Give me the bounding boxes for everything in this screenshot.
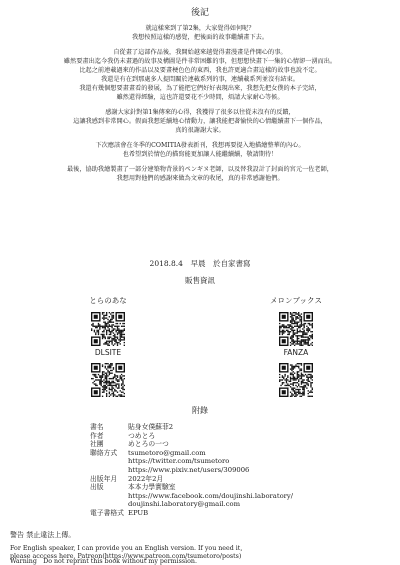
shop-dlsite[interactable]: [68, 348, 148, 397]
afterword-line: 自從畫了這部作品後，我開始越來越覺得畫漫畫是件開心的事。: [113, 49, 287, 56]
sales-title: 販售資訊: [185, 276, 215, 285]
colophon-row: [90, 449, 370, 475]
afterword-line: 雖然要畫出迄今我仍未畫過的故事及構圖是件非常困難的事，但想想快畫下一集的心情卻一湧而出。: [63, 58, 337, 65]
afterword-line: 下次應該會在冬季的COMITIA發表新刊，我想再要提入地描繪整華的內心。: [95, 142, 305, 149]
shop-label: DLSITE: [94, 348, 122, 357]
afterword-paragraph: [0, 141, 400, 159]
afterword-line: 雖然還得經驗，這也許還要花不少時間，煩請大家耐心等候。: [116, 94, 284, 101]
shop-fanza[interactable]: [256, 348, 336, 397]
colophon-line: 貼身女僕蘇菲2: [128, 423, 174, 431]
colophon-key: 電子書格式: [90, 508, 124, 517]
afterword-title: 後記: [190, 8, 209, 18]
afterword-line: 我還是有在到那處多人提問關於連載系列的事，連續載系列並沒有結束。: [101, 76, 299, 83]
colophon-value: [128, 432, 370, 441]
pixiv-link[interactable]: https://www.pixiv.net/users/309006: [128, 465, 250, 474]
afterword-line: 這讓我感到非常開心。假面我想延續地心情動力，讓我能把著愉快的心情繼續畫下一個作品，: [73, 118, 327, 125]
afterword-line: 我想用對他們的感謝來做為文章的收尾，真的非常感謝他們。: [116, 175, 284, 182]
afterword-line: 最後，協助我繪製畫了一部分建築物背景的ペンギヌ老師，以及替我設計了封面的宮元一佐老師，: [67, 166, 333, 173]
afterword-paragraph: [0, 24, 400, 42]
afterword-line: 也希望到於情色的描寫能更加讓人能繼續續，敬請期待！: [122, 151, 278, 158]
colophon-value: [128, 483, 370, 509]
colophon-value: [128, 423, 370, 432]
upload-warning: 警告 禁止違法上傳。: [10, 531, 76, 539]
colophon-row: [90, 440, 370, 449]
shop-label: FANZA: [283, 348, 309, 357]
qr-code-icon[interactable]: [91, 363, 125, 397]
colophon-value: [128, 440, 370, 449]
colophon-key: 書名: [90, 423, 104, 431]
colophon-key: 出版年月: [90, 474, 118, 483]
colophon-row: [90, 423, 370, 432]
afterword-line: 比起之前連載過來的作品以及要畫梗色色的東西，我也許更適合畫這樣的故事也說不定。: [79, 67, 321, 74]
patreon-link[interactable]: please acccess here, Patreon(https://www.patreon.com/tsumetoro/posts): [10, 553, 242, 560]
afterword-paragraph: [0, 108, 400, 135]
qr-code-icon[interactable]: [279, 363, 313, 397]
afterword-paragraph: [0, 48, 400, 102]
colophon-row: [90, 475, 370, 484]
afterword-paragraph: [0, 165, 400, 183]
shop-melonbooks[interactable]: [256, 295, 336, 346]
twitter-link[interactable]: https://twitter.com/tsumetoro: [128, 457, 230, 466]
colophon-value: [128, 509, 370, 518]
colophon-value: [128, 449, 370, 475]
colophon-row: [90, 483, 370, 509]
afterword-line: 就這樣來到了第2集，大家覺得如何呢？: [145, 25, 255, 32]
afterword-line: 感謝大家針對第1集傳來的心得，我獲得了很多以往從未沒有的反饋，: [105, 109, 295, 116]
colophon-value: [128, 475, 370, 484]
colophon-key: 聯絡方式: [90, 448, 118, 457]
colophon-key: 社團: [90, 440, 104, 449]
afterword-line: 我還有幾個想要畫畫看的發展，為了能把它們好好表現出來，我想先把女僕的本子完結，: [79, 85, 321, 92]
afterword-body: [0, 24, 400, 189]
reprint-warning: Warning Do not reprint this book without my permission.: [10, 558, 197, 565]
shop-label: メロンブックス: [270, 296, 322, 305]
publisher-email-link[interactable]: doujinshi.laboratory@gmail.com: [128, 500, 241, 509]
colophon-line: 本本力學實驗室: [128, 483, 176, 492]
colophon-table: [90, 423, 370, 518]
colophon-line: めとろの一つ: [128, 440, 169, 449]
colophon-line: EPUB: [128, 508, 149, 517]
colophon-line: つめとろ: [128, 431, 156, 440]
qr-code-icon[interactable]: [279, 312, 313, 346]
english-line: For English speaker, I can provide you an English version. If you need it,: [10, 545, 243, 552]
colophon-title: 附錄: [192, 406, 208, 415]
contact-email-link[interactable]: tsumetoro@gmail.com: [128, 448, 206, 457]
afterword-line: 真的很謝謝大家。: [175, 127, 225, 134]
shop-label: とらのあな: [89, 296, 127, 305]
colophon-key: 出版: [90, 483, 104, 492]
date-line: 2018.8.4 早晨 於自家書寫: [149, 259, 251, 268]
facebook-link[interactable]: https://www.facebook.com/doujinshi.laboratory/: [128, 491, 294, 500]
colophon-row: [90, 509, 370, 518]
colophon-row: [90, 432, 370, 441]
afterword-line: 我想按照這樣的感覺，把後面的故事繼續畫下去。: [131, 34, 269, 41]
qr-code-icon[interactable]: [91, 312, 125, 346]
shop-toranoana[interactable]: [68, 295, 148, 346]
colophon-line: 2022年2月: [128, 474, 164, 483]
colophon-key: 作者: [90, 431, 104, 440]
